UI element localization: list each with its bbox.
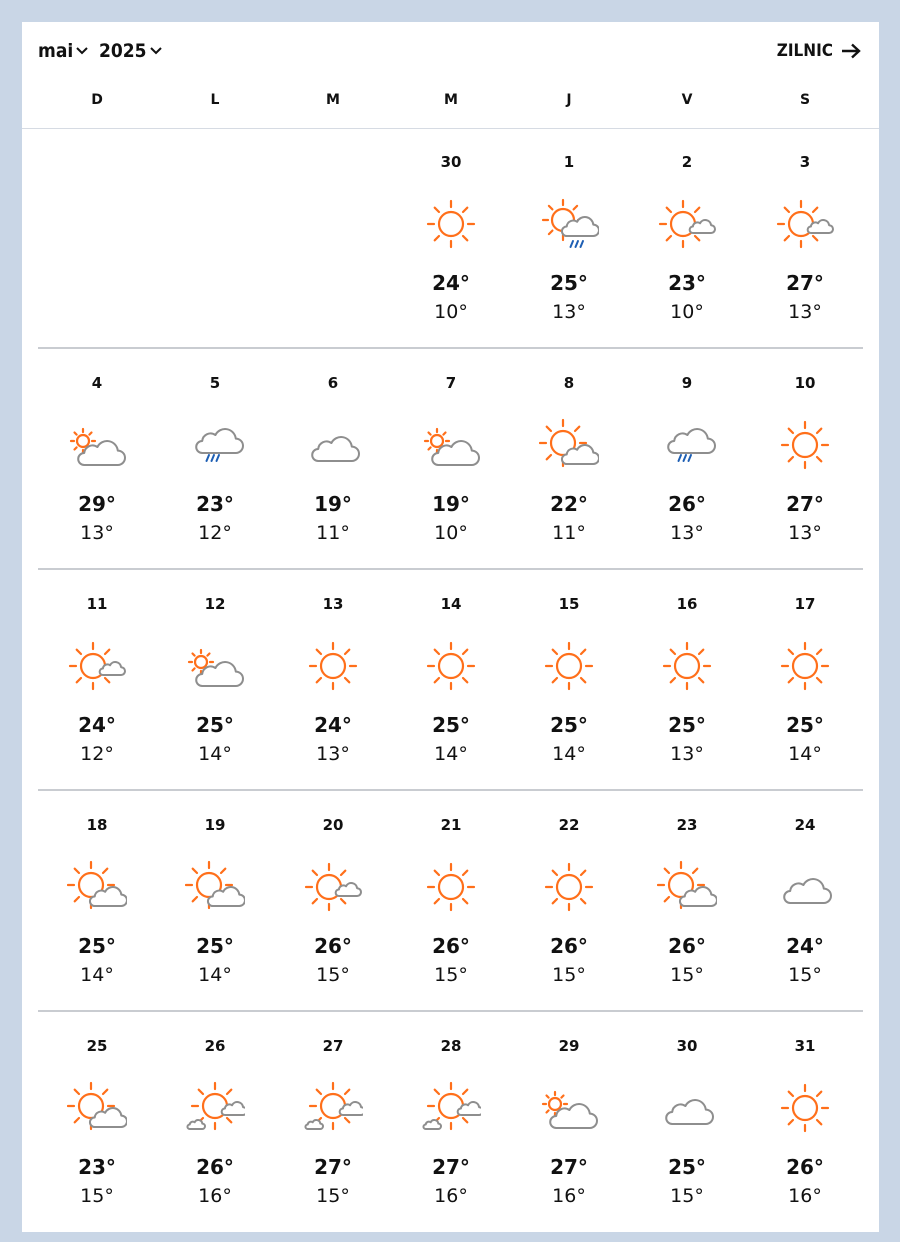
- temp-max: 27°: [314, 1155, 352, 1179]
- day-number: 11: [86, 595, 108, 613]
- weekday-wednesday: M: [444, 92, 458, 108]
- day-cell[interactable]: [746, 128, 864, 346]
- temp-min: 15°: [434, 964, 468, 986]
- day-number: 10: [794, 374, 816, 392]
- day-cell[interactable]: [156, 349, 274, 567]
- temp-max: 23°: [668, 271, 706, 295]
- temp-min: 11°: [552, 522, 586, 544]
- day-number: 26: [204, 1037, 226, 1055]
- temp-max: 25°: [196, 934, 234, 958]
- sun-cloud-icon: [539, 415, 599, 475]
- weekday-thursday: J: [566, 92, 572, 108]
- sun-two-clouds-icon: [421, 1078, 481, 1138]
- weekday-saturday: S: [799, 92, 811, 108]
- day-cell[interactable]: [392, 791, 510, 1009]
- day-number: 3: [799, 153, 811, 171]
- cloud-small-sun-icon: [67, 415, 127, 475]
- day-number: 12: [204, 595, 226, 613]
- sun-icon: [539, 636, 599, 696]
- sun-cloud-icon: [67, 857, 127, 917]
- temp-max: 27°: [786, 271, 824, 295]
- weekday-header-row: [38, 92, 863, 122]
- temp-max: 26°: [196, 1155, 234, 1179]
- temp-min: 15°: [316, 964, 350, 986]
- temp-min: 14°: [80, 964, 114, 986]
- day-cell[interactable]: [156, 1012, 274, 1230]
- day-cell[interactable]: [746, 1012, 864, 1230]
- temp-max: 26°: [550, 934, 588, 958]
- chevron-down-icon: [76, 47, 88, 55]
- day-cell[interactable]: [156, 570, 274, 788]
- day-number: 17: [794, 595, 816, 613]
- temp-max: 26°: [314, 934, 352, 958]
- day-number: 5: [209, 374, 221, 392]
- temp-min: 15°: [316, 1185, 350, 1207]
- day-cell[interactable]: [510, 128, 628, 346]
- temp-max: 26°: [668, 492, 706, 516]
- temp-min: 11°: [316, 522, 350, 544]
- day-cell[interactable]: [274, 349, 392, 567]
- temp-min: 15°: [552, 964, 586, 986]
- temp-max: 23°: [78, 1155, 116, 1179]
- temp-min: 13°: [788, 522, 822, 544]
- temp-min: 13°: [670, 522, 704, 544]
- day-cell[interactable]: [628, 791, 746, 1009]
- day-cell[interactable]: [628, 1012, 746, 1230]
- sun-icon: [421, 636, 481, 696]
- day-number: 1: [563, 153, 575, 171]
- day-cell[interactable]: [510, 570, 628, 788]
- sun-cloud-icon: [185, 857, 245, 917]
- day-number: 8: [563, 374, 575, 392]
- temp-min: 16°: [788, 1185, 822, 1207]
- sun-icon: [657, 636, 717, 696]
- week-row: [38, 349, 863, 570]
- temp-max: 25°: [550, 713, 588, 737]
- day-number: 13: [322, 595, 344, 613]
- temp-min: 16°: [434, 1185, 468, 1207]
- day-number: 7: [445, 374, 457, 392]
- temp-max: 26°: [786, 1155, 824, 1179]
- day-number: 16: [676, 595, 698, 613]
- temp-min: 13°: [80, 522, 114, 544]
- day-cell[interactable]: [628, 128, 746, 346]
- sun-small-cloud-icon: [775, 194, 835, 254]
- day-number: 15: [558, 595, 580, 613]
- day-number: 30: [440, 153, 462, 171]
- day-cell[interactable]: [274, 570, 392, 788]
- sun-small-cloud-icon: [67, 636, 127, 696]
- day-number: 14: [440, 595, 462, 613]
- temp-min: 14°: [552, 743, 586, 765]
- day-number: 23: [676, 816, 698, 834]
- week-row: [38, 128, 863, 349]
- day-number: 18: [86, 816, 108, 834]
- month-label: mai: [38, 40, 74, 62]
- day-number: 21: [440, 816, 462, 834]
- sun-icon: [421, 857, 481, 917]
- temp-max: 25°: [196, 713, 234, 737]
- temp-max: 22°: [550, 492, 588, 516]
- temp-min: 15°: [80, 1185, 114, 1207]
- temp-min: 13°: [552, 301, 586, 323]
- temp-max: 24°: [78, 713, 116, 737]
- temp-max: 25°: [668, 713, 706, 737]
- month-select[interactable]: [38, 40, 88, 62]
- year-select[interactable]: [99, 40, 162, 62]
- day-number: 4: [91, 374, 103, 392]
- day-number: 9: [681, 374, 693, 392]
- temp-max: 25°: [668, 1155, 706, 1179]
- temp-max: 25°: [786, 713, 824, 737]
- calendar-header: [22, 22, 879, 82]
- temp-max: 26°: [668, 934, 706, 958]
- day-cell[interactable]: [510, 1012, 628, 1230]
- sun-icon: [775, 1078, 835, 1138]
- temp-max: 26°: [432, 934, 470, 958]
- day-cell[interactable]: [746, 791, 864, 1009]
- temp-min: 12°: [198, 522, 232, 544]
- temp-min: 15°: [670, 1185, 704, 1207]
- day-number: 29: [558, 1037, 580, 1055]
- temp-max: 24°: [314, 713, 352, 737]
- temp-min: 13°: [670, 743, 704, 765]
- cloud-small-sun-icon: [185, 636, 245, 696]
- temp-min: 15°: [788, 964, 822, 986]
- temp-min: 13°: [316, 743, 350, 765]
- day-cell[interactable]: [510, 791, 628, 1009]
- sun-cloud-icon: [657, 857, 717, 917]
- cloud-rain-icon: [185, 415, 245, 475]
- temp-min: 14°: [788, 743, 822, 765]
- temp-min: 14°: [434, 743, 468, 765]
- temp-max: 25°: [550, 271, 588, 295]
- sun-icon: [421, 194, 481, 254]
- week-row: [38, 1012, 863, 1233]
- sun-small-cloud-icon: [303, 857, 363, 917]
- week-row: [38, 570, 863, 791]
- cloud-icon: [303, 415, 363, 475]
- day-cell[interactable]: [274, 791, 392, 1009]
- temp-min: 16°: [198, 1185, 232, 1207]
- day-number: 31: [794, 1037, 816, 1055]
- day-cell[interactable]: [392, 349, 510, 567]
- day-cell[interactable]: [392, 128, 510, 346]
- sun-cloud-rain-icon: [539, 194, 599, 254]
- cloud-small-sun-icon: [539, 1078, 599, 1138]
- sun-icon: [775, 636, 835, 696]
- day-cell[interactable]: [392, 1012, 510, 1230]
- temp-max: 25°: [432, 713, 470, 737]
- temp-min: 13°: [788, 301, 822, 323]
- temp-max: 27°: [432, 1155, 470, 1179]
- sun-icon: [775, 415, 835, 475]
- sun-cloud-icon: [67, 1078, 127, 1138]
- day-cell[interactable]: [510, 349, 628, 567]
- temp-max: 19°: [314, 492, 352, 516]
- cloud-rain-icon: [657, 415, 717, 475]
- sun-icon: [539, 857, 599, 917]
- year-label: 2025: [99, 40, 147, 62]
- day-number: 24: [794, 816, 816, 834]
- day-number: 22: [558, 816, 580, 834]
- week-row: [38, 791, 863, 1012]
- weekday-tuesday: M: [326, 92, 340, 108]
- day-number: 6: [327, 374, 339, 392]
- temp-max: 24°: [786, 934, 824, 958]
- day-cell[interactable]: [628, 570, 746, 788]
- daily-view-link[interactable]: [777, 41, 861, 61]
- day-cell[interactable]: [38, 791, 156, 1009]
- cloud-icon: [657, 1078, 717, 1138]
- sun-small-cloud-icon: [657, 194, 717, 254]
- temp-min: 15°: [670, 964, 704, 986]
- daily-view-label: ZILNIC: [776, 41, 833, 61]
- day-cell[interactable]: [38, 570, 156, 788]
- temp-max: 25°: [78, 934, 116, 958]
- temp-max: 23°: [196, 492, 234, 516]
- temp-max: 27°: [550, 1155, 588, 1179]
- weekday-monday: L: [210, 92, 220, 108]
- temp-min: 14°: [198, 743, 232, 765]
- cloud-small-sun-icon: [421, 415, 481, 475]
- sun-two-clouds-icon: [303, 1078, 363, 1138]
- day-number: 25: [86, 1037, 108, 1055]
- day-cell[interactable]: [274, 1012, 392, 1230]
- day-number: 19: [204, 816, 226, 834]
- day-number: 20: [322, 816, 344, 834]
- chevron-down-icon: [150, 47, 162, 55]
- day-cell[interactable]: [746, 349, 864, 567]
- temp-min: 16°: [552, 1185, 586, 1207]
- day-cell[interactable]: [38, 349, 156, 567]
- day-cell[interactable]: [38, 1012, 156, 1230]
- day-cell[interactable]: [156, 791, 274, 1009]
- cloud-icon: [775, 857, 835, 917]
- temp-min: 10°: [670, 301, 704, 323]
- temp-min: 12°: [80, 743, 114, 765]
- calendar-card: [22, 22, 879, 1232]
- day-cell[interactable]: [746, 570, 864, 788]
- temp-min: 10°: [434, 522, 468, 544]
- temp-max: 24°: [432, 271, 470, 295]
- arrow-right-icon: [841, 43, 861, 59]
- temp-max: 19°: [432, 492, 470, 516]
- day-number: 2: [681, 153, 693, 171]
- day-number: 27: [322, 1037, 344, 1055]
- weekday-sunday: D: [91, 92, 103, 108]
- weekday-friday: V: [681, 92, 693, 108]
- temp-min: 10°: [434, 301, 468, 323]
- sun-icon: [303, 636, 363, 696]
- day-number: 28: [440, 1037, 462, 1055]
- day-number: 30: [676, 1037, 698, 1055]
- sun-two-clouds-icon: [185, 1078, 245, 1138]
- temp-min: 14°: [198, 964, 232, 986]
- temp-max: 29°: [78, 492, 116, 516]
- temp-max: 27°: [786, 492, 824, 516]
- day-cell[interactable]: [628, 349, 746, 567]
- day-cell[interactable]: [392, 570, 510, 788]
